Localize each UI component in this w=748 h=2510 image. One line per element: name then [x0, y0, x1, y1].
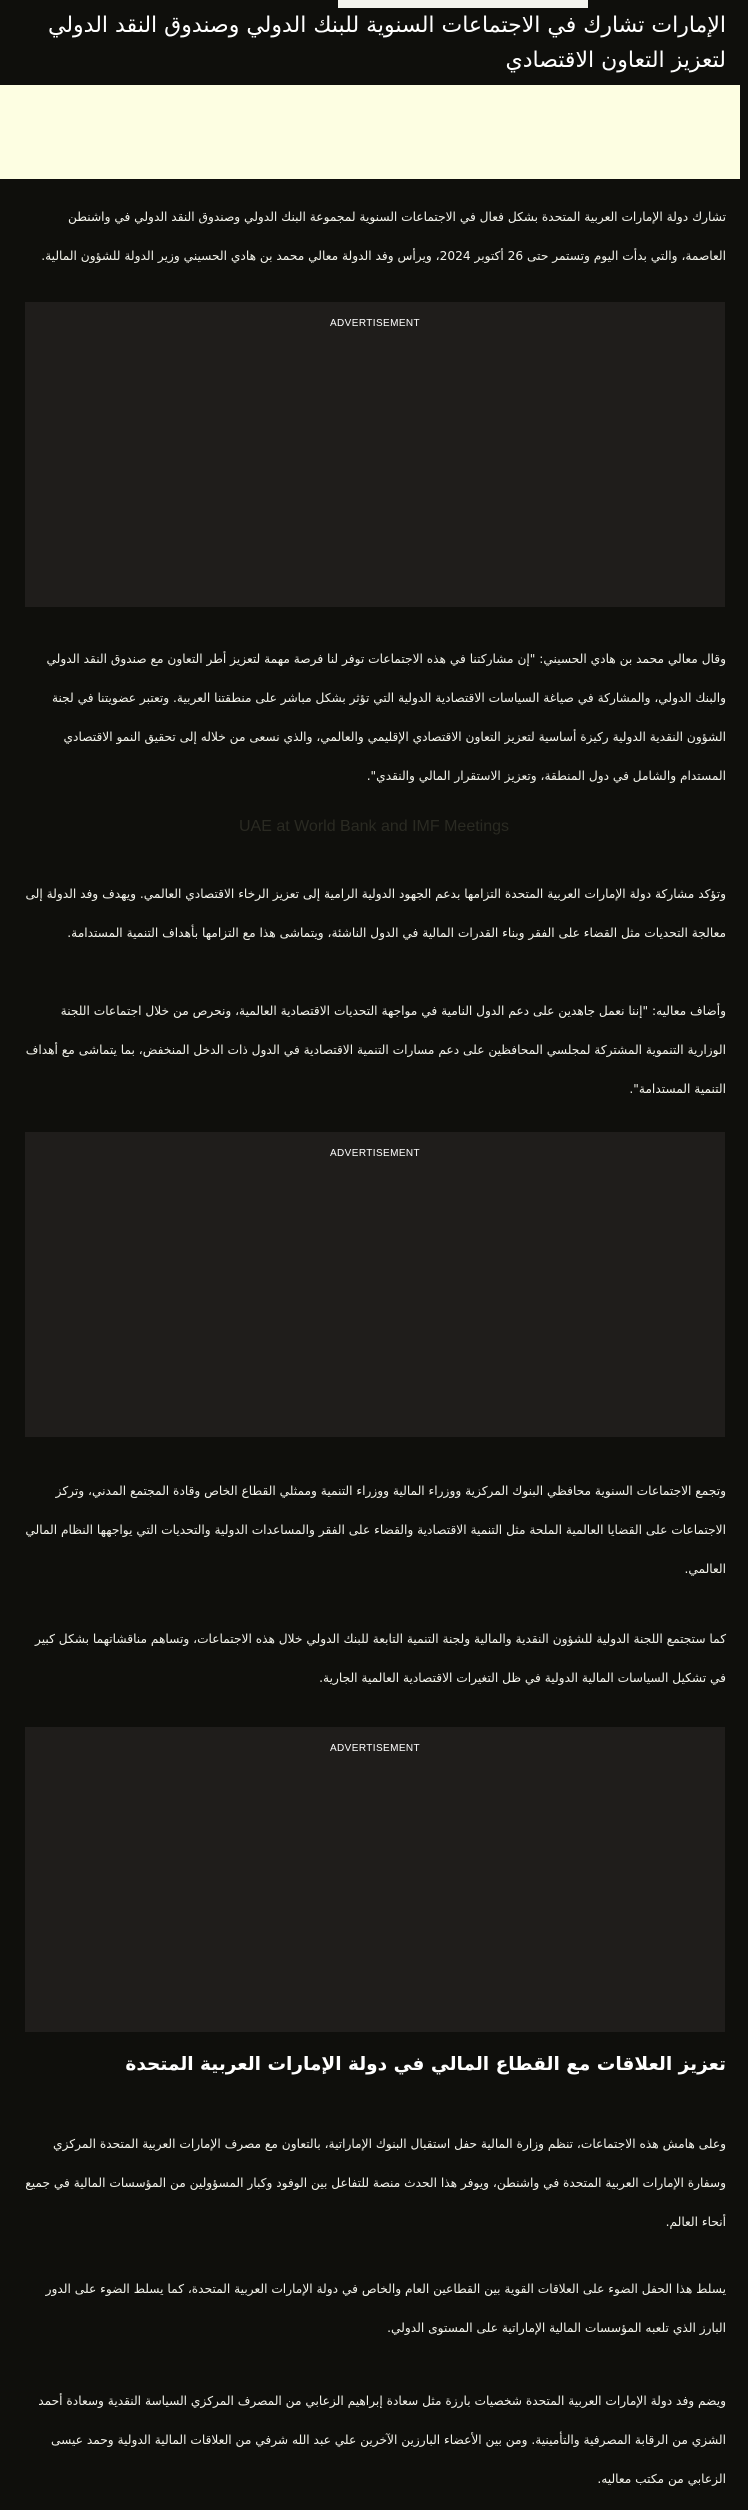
article-paragraph-3: وتؤكد مشاركة دولة الإمارات العربية المتحدة التزامها بدعم الجهود الدولية الرامية إلى تعزيز الرخاء الاقتصادي العالمي. ويهدف وفد الدولة إلى معالجة التحديات مثل القضاء على الفقر وبناء القدرات المالية في الدول الناشئة، ويتماشى هذا مع التزامها بأهداف التنمية المستدامة. [25, 887, 726, 940]
article-paragraph-6: كما ستجتمع اللجنة الدولية للشؤون النقدية والمالية ولجنة التنمية التابعة للبنك الدولي خلال هذه الاجتماعات، وتساهم مناقشاتهما بشكل كبير في تشكيل السياسات المالية الدولية في ظل التغيرات الاقتصادية العالمية الجارية. [35, 1632, 726, 1685]
advertisement-label: ADVERTISEMENT [329, 1743, 421, 1754]
article-title: الإمارات تشارك في الاجتماعات السنوية للبنك الدولي وصندوق النقد الدولي لتعزيز التعاون الاقتصادي [48, 13, 726, 73]
advertisement-slot-3[interactable] [25, 1727, 725, 2032]
section-paragraph-2: يسلط هذا الحفل الضوء على العلاقات القوية بين القطاعين العام والخاص في دولة الإمارات العربية المتحدة، كما يسلط الضوء على الدور البارز الذي تلعبه المؤسسات المالية الإماراتية على المستوى الدولي. [45, 2282, 726, 2335]
advertisement-label: ADVERTISEMENT [329, 318, 421, 329]
section-heading: تعزيز العلاقات مع القطاع المالي في دولة الإمارات العربية المتحدة [125, 2054, 726, 2075]
section-paragraph-1: وعلى هامش هذه الاجتماعات، تنظم وزارة المالية حفل استقبال البنوك الإماراتية، بالتعاون مع مصرف الإمارات العربية المتحدة المركزي وسفارة الإمارات العربية المتحدة في واشنطن، ويوفر هذا الحدث منصة للتفاعل بين الوفود وكبار المسؤولين من المؤسسات المالية في جميع أنحاء العالم. [25, 2137, 726, 2229]
advertisement-slot-2[interactable] [25, 1132, 725, 1437]
advertisement-slot-1[interactable] [25, 302, 725, 607]
article-paragraph-4: وأضاف معاليه: "إننا نعمل جاهدين على دعم الدول النامية في مواجهة التحديات الاقتصادية العالمية، ونحرص من خلال اجتماعات اللجنة الوزارية التنموية المشتركة لمجلسي المحافظين على دعم مسارات التنمية الاقتصادية في الدول ذات الدخل المنخفض، بما يتماشى مع أهداف التنمية المستدامة". [25, 1004, 726, 1096]
article-paragraph-5: وتجمع الاجتماعات السنوية محافظي البنوك المركزية ووزراء المالية ووزراء التنمية وممثلي القطاع الخاص وقادة المجتمع المدني، وتركز الاجتماعات على القضايا العالمية الملحة مثل التنمية الاقتصادية والقضاء على الفقر والمساعدات الدولية والتحديات التي يواجهها النظام المالي العالمي. [25, 1484, 726, 1576]
section-paragraph-3: ويضم وفد دولة الإمارات العربية المتحدة شخصيات بارزة مثل سعادة إبراهيم الزعابي من المصرف المركزي السياسة النقدية وسعادة أحمد الشزي من الرقابة المصرفية والتأمينية. ومن بين الأعضاء البارزين الآخرين علي عبد الله شرفي من العلاقات المالية الدولية وحمد عيسى الزعابي من مكتب معاليه. [38, 2394, 726, 2486]
article-paragraph-2: وقال معالي محمد بن هادي الحسيني: "إن مشاركتنا في هذه الاجتماعات توفر لنا فرصة مهمة لتعزيز أطر التعاون مع صندوق النقد الدولي والبنك الدولي، والمشاركة في صياغة السياسات الاقتصادية الدولية التي تؤثر بشكل مباشر على منطقتنا العربية. وتعتبر عضويتنا في لجنة الشؤون النقدية الدولية ركيزة أساسية لتعزيز التعاون الاقتصادي الإقليمي والعالمي، والذي نسعى من خلاله إلى تحقيق النمو الاقتصادي المستدام والشامل في دول المنطقة، وتعزيز الاستقرار المالي والنقدي". [46, 652, 726, 783]
article-paragraph-1: تشارك دولة الإمارات العربية المتحدة بشكل فعال في الاجتماعات السنوية لمجموعة البنك الدولي وصندوق النقد الدولي في واشنطن العاصمة، والتي بدأت اليوم وتستمر حتى 26 أكتوبر 2024، ويرأس وفد الدولة معالي محمد بن هادي الحسيني وزير الدولة للشؤون المالية. [41, 210, 726, 263]
top-strip [338, 0, 588, 8]
image-caption: UAE at World Bank and IMF Meetings [238, 818, 510, 835]
advertisement-label: ADVERTISEMENT [329, 1148, 421, 1159]
banner-placeholder [0, 85, 740, 179]
